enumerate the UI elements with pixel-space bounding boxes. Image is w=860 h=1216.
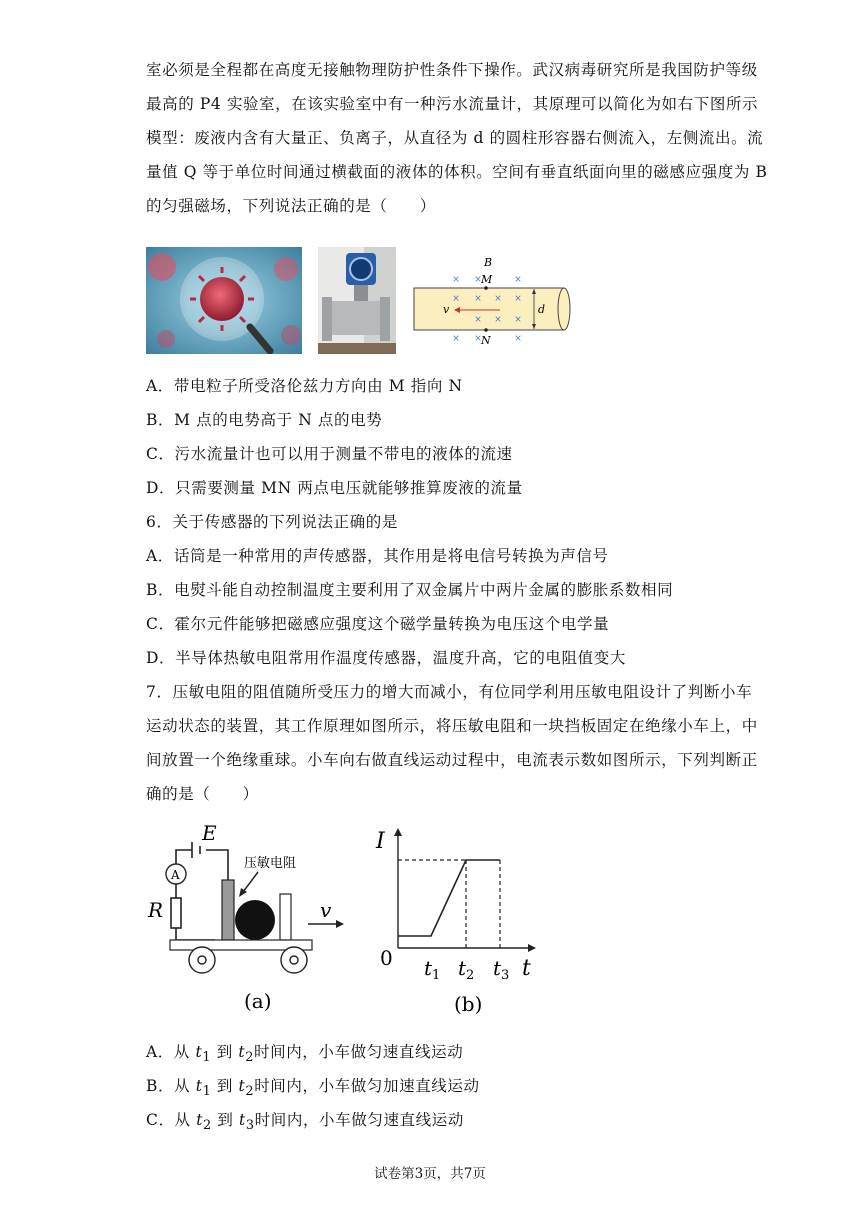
q5-option-A: A．带电粒子所受洛伦兹力方向由 M 指向 N — [146, 377, 463, 395]
q6-option-C: C．霍尔元件能够把磁感应强度这个磁学量转换为电压这个电学量 — [146, 615, 610, 633]
q7-stem-line-3: 间放置一个绝缘重球。小车向右做直线运动过程中，电流表示数如图所示，下列判断正 — [146, 751, 758, 769]
q5-stem-line-5: 的匀强磁场，下列说法正确的是（ ） — [146, 197, 436, 215]
q5-option-C: C．污水流量计也可以用于测量不带电的液体的流速 — [146, 445, 513, 463]
label-v: v — [443, 303, 450, 316]
q7-stem-line-4: 确的是（ ） — [146, 785, 259, 803]
battery-label-E: E — [202, 821, 217, 845]
q5-option-D: D．只需要测量 MN 两点电压就能够推算废液的流量 — [146, 479, 523, 497]
q5-option-B: B．M 点的电势高于 N 点的电势 — [146, 411, 383, 429]
svg-text:×: × — [494, 315, 502, 325]
label-M: M — [481, 273, 493, 286]
q6-option-D: D．半导体热敏电阻常用作温度传感器，温度升高，它的电阻值变大 — [146, 649, 626, 667]
axis-label-I: I — [376, 829, 385, 854]
svg-text:×: × — [452, 294, 460, 304]
virus-photo — [146, 247, 302, 354]
figure-b-current-graph — [370, 818, 540, 1023]
axis-label-t: t — [522, 956, 531, 981]
resistor-label-R: R — [148, 898, 164, 922]
svg-text:×: × — [452, 275, 460, 285]
ammeter-label: A — [171, 868, 180, 882]
q5-stem-line-4: 量值 Q 等于单位时间通过横截面的液体的体积。空间有垂直纸面向里的磁感应强度为 B — [146, 163, 768, 181]
q7-stem-line-2: 运动状态的装置，其工作原理如图所示，将压敏电阻和一块挡板固定在绝缘小车上，中 — [146, 717, 758, 735]
svg-text:×: × — [514, 294, 522, 304]
q7-option-B: B．从 $t_1$ 到 $t_2$时间内，小车做匀加速直线运动 — [146, 1077, 480, 1100]
q6-option-A: A．话筒是一种常用的声传感器，其作用是将电信号转换为声信号 — [146, 547, 609, 565]
svg-text:×: × — [474, 294, 482, 304]
svg-text:×: × — [474, 315, 482, 325]
figure-a-caption: (a) — [244, 989, 272, 1013]
svg-text:×: × — [514, 275, 522, 285]
svg-text:×: × — [514, 334, 522, 344]
q5-stem-line-2: 最高的 P4 实验室，在该实验室中有一种污水流量计，其原理可以简化为如右下图所示 — [146, 95, 759, 113]
figure-a-circuit-cart — [140, 818, 350, 1018]
svg-text:×: × — [474, 334, 482, 344]
tick-t2: $t_2$ — [458, 956, 475, 983]
origin-label: 0 — [380, 946, 393, 970]
label-B: B — [484, 256, 493, 269]
svg-text:×: × — [494, 294, 502, 304]
q6-option-B: B．电熨斗能自动控制温度主要利用了双金属片中两片金属的膨胀系数相同 — [146, 581, 674, 599]
q5-stem-line-1: 室必须是全程都在高度无接触物理防护性条件下操作。武汉病毒研究所是我国防护等级 — [146, 61, 758, 79]
flow-magnetic-diagram — [412, 250, 572, 354]
q5-stem-line-3: 模型：废液内含有大量正、负离子，从直径为 d 的圆柱形容器右侧流入，左侧流出。流 — [146, 129, 764, 147]
figure-b-caption: (b) — [454, 992, 483, 1016]
svg-text:×: × — [474, 275, 482, 285]
pressure-resistor-label: 压敏电阻 — [244, 856, 297, 871]
tick-t3: $t_3$ — [493, 956, 510, 983]
q7-option-A: A．从 $t_1$ 到 $t_2$时间内，小车做匀速直线运动 — [146, 1043, 464, 1066]
page-footer: 试卷第3页，共7页 — [374, 1166, 486, 1182]
svg-text:×: × — [514, 315, 522, 325]
flowmeter-photo — [318, 247, 396, 354]
svg-text:×: × — [452, 334, 460, 344]
velocity-label-v: v — [320, 898, 332, 922]
label-N: N — [481, 334, 491, 347]
q7-stem-line-1: 7．压敏电阻的阻值随所受压力的增大而减小，有位同学利用压敏电阻设计了判断小车 — [146, 683, 753, 701]
tick-t1: $t_1$ — [424, 956, 441, 983]
label-d: d — [538, 303, 546, 316]
q6-stem: 6．关于传感器的下列说法正确的是 — [146, 513, 398, 531]
current-curve — [398, 860, 500, 936]
q7-option-C: C．从 $t_2$ 到 $t_3$时间内，小车做匀速直线运动 — [146, 1111, 464, 1134]
